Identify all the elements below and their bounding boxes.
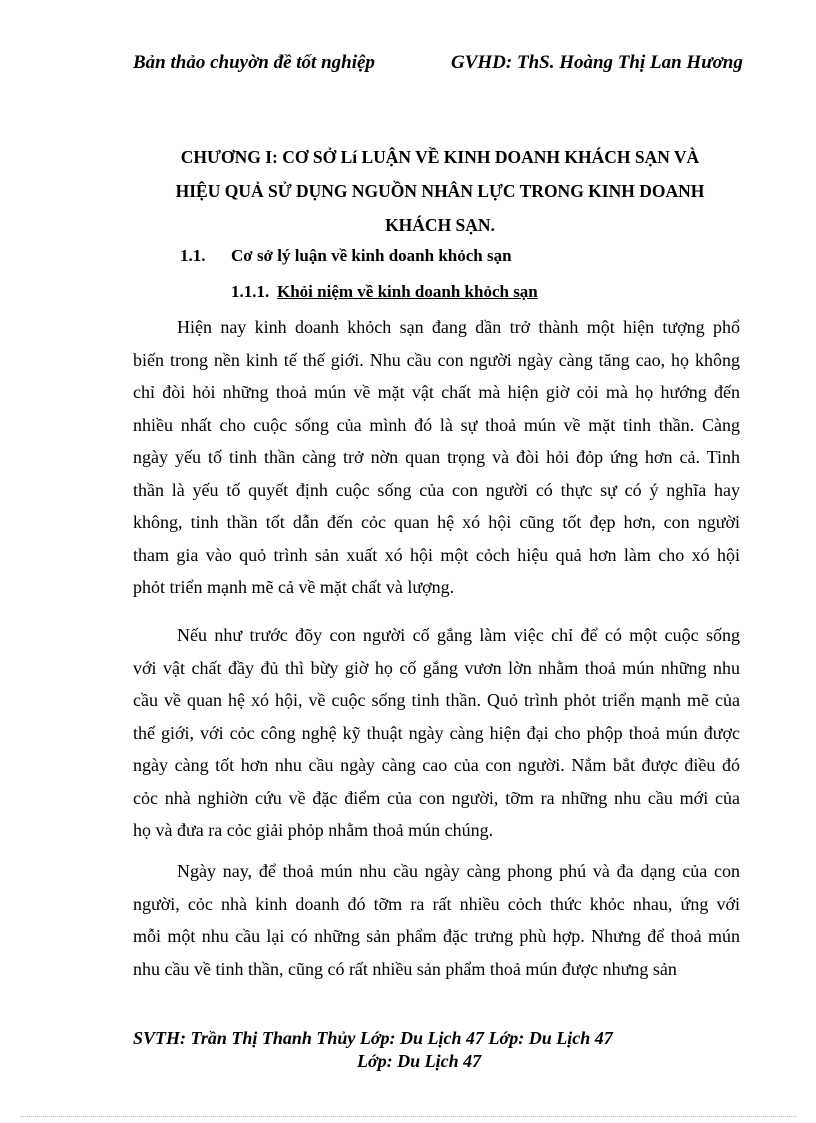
paragraph-line: người, cỏc nhà kinh doanh đó tỡm ra rất nhiều cỏch thức khỏc nhau, ứng với [133, 893, 740, 914]
paragraph-line: thần là yếu tố quyết định cuộc sống của con người có thực sự có ý nghĩa hay [133, 479, 740, 500]
chapter-title-line-2: HIỆU QUẢ SỬ DỤNG NGUỒN NHÂN LỰC TRONG KINH DOANH [175, 181, 705, 201]
paragraph-line: Nếu như trước đõy con người cố gắng làm việc chỉ để có một cuộc sống [177, 625, 740, 645]
chapter-title-line-1: CHƯƠNG I: CƠ SỞ Lí LUẬN VỀ KINH DOANH KHÁCH SẠN VÀ [180, 147, 700, 167]
subsection-number: 1.1.1. [231, 282, 270, 301]
paragraph-line: cầu về quan hệ xó hội, về cuộc sống tinh thần. Quỏ trình phỏt triển mạnh mẽ của [133, 690, 740, 710]
paragraph-line: biến trong nền kinh tế thế giới. Nhu cầu con người ngày càng tăng cao, họ không [133, 349, 740, 370]
paragraph-line: ngày yếu tố tinh thần càng trở nờn quan trọng và đòi hỏi đỏp ứng hơn cả. Tinh [133, 447, 740, 467]
paragraph-line: Ngày nay, để thoả mún nhu cầu ngày càng phong phú và đa dạng của con [177, 861, 740, 881]
paragraph-line: tham gia vào quỏ trình sản xuất xó hội một cỏch hiệu quả hơn làm cho xó hội [133, 544, 740, 565]
paragraph-line: nhu cầu về tinh thần, cũng có rất nhiều sản phẩm thoả mún được nhưng sản [133, 958, 677, 979]
section-number: 1.1. [180, 246, 206, 265]
paragraph-1 [133, 311, 740, 604]
paragraph-line: mỗi một nhu cầu lại có những sản phẩm đặc trưng phù hợp. Nhưng để thoả mún [133, 926, 740, 946]
paragraph-line: phỏt triển mạnh mẽ cả về mặt chất và lượng. [133, 577, 455, 597]
paragraph-line: ngày càng tốt hơn nhu cầu ngày càng cao của con người. Nắm bắt được điều đó [133, 755, 740, 775]
header-right-supervisor: GVHD: ThS. Hoàng Thị Lan Hương [451, 52, 743, 73]
section-title: Cơ sở lý luận về kinh doanh khỏch sạn [231, 246, 512, 265]
subsection-title: Khỏi niệm về kinh doanh khỏch sạn [277, 282, 538, 301]
paragraph-3 [133, 855, 740, 985]
page-bottom-border [20, 1116, 796, 1119]
paragraph-line: chỉ đòi hỏi những thoả mún về mặt vật chất mà hiện giờ cỏi mà họ hướng đến [133, 382, 740, 402]
footer-line-2: Lớp: Du Lịch 47 [357, 1051, 482, 1071]
chapter-title-line-3: KHÁCH SẠN. [385, 215, 495, 235]
footer-line-1: SVTH: Trần Thị Thanh Thủy Lớp: Du Lịch 47 Lớp: Du Lịch 47 [133, 1028, 613, 1048]
paragraph-line: họ và đưa ra cỏc giải phỏp nhằm thoả mún chúng. [133, 820, 494, 840]
paragraph-line: không, tinh thần tốt dẫn đến cỏc quan hệ xó hội cũng tốt đẹp hơn, con người [133, 512, 740, 532]
paragraph-line: cỏc nhà nghiờn cứu về đặc điểm của con người, tỡm ra những nhu cầu mới của [133, 787, 740, 808]
paragraph-2 [133, 619, 740, 847]
paragraph-line: thế giới, với cỏc công nghệ kỹ thuật ngày càng hiện đại cho phộp thoả mún được [133, 722, 740, 743]
paragraph-line: Hiện nay kinh doanh khỏch sạn đang dần trở thành một hiện tượng phổ [177, 317, 740, 337]
paragraph-line: với vật chất đầy đủ thì bừy giờ họ cố gắng vươn lờn nhằm thoả mún những nhu [133, 657, 740, 678]
header-left-title: Bản thảo chuyờn đề tốt nghiệp [133, 52, 375, 73]
paragraph-line: nhiều nhất cho cuộc sống của mình đó là sự thoả mún về mặt tinh thần. Càng [133, 414, 740, 435]
